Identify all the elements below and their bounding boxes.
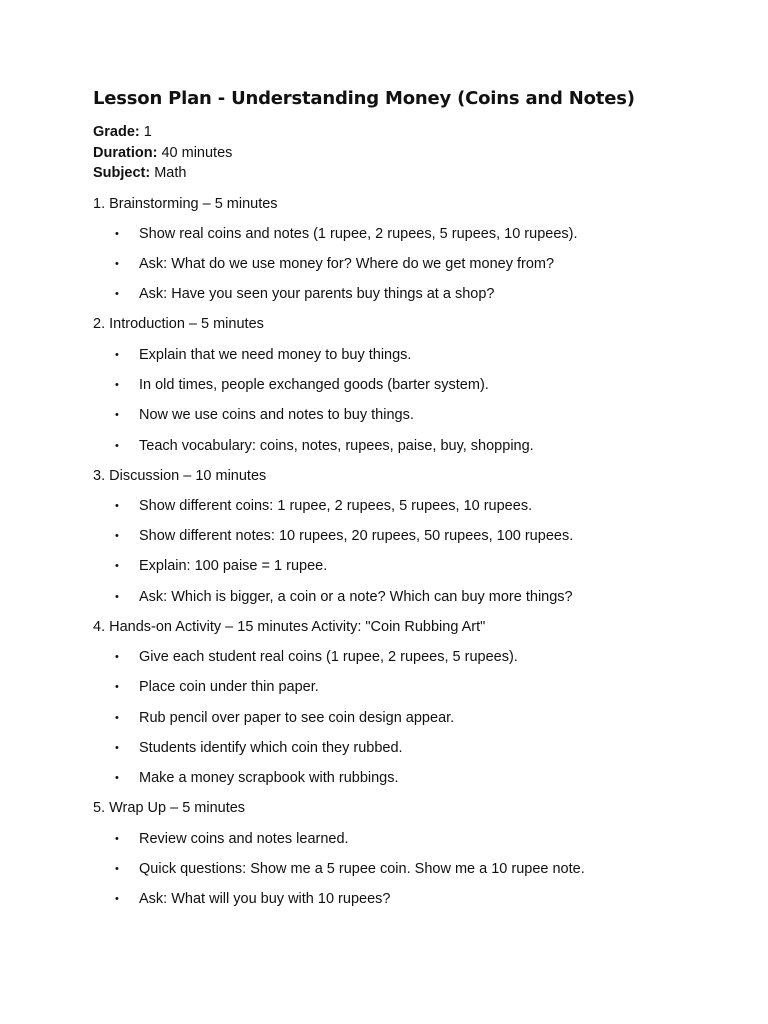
list-item: [93, 647, 733, 667]
bullet-list: [93, 496, 733, 607]
list-item-text: Review coins and notes learned.: [139, 830, 349, 847]
list-item: [93, 738, 733, 758]
list-item-text: Place coin under thin paper.: [139, 679, 319, 696]
list-item: [93, 859, 733, 879]
list-item-text: Ask: Which is bigger, a coin or a note? Which can buy more things?: [139, 588, 573, 605]
bullet-icon: •: [115, 651, 119, 664]
bullet-icon: •: [115, 862, 119, 875]
list-item: [93, 496, 733, 516]
list-item-text: In old times, people exchanged goods (barter system).: [139, 376, 489, 393]
bullet-list: [93, 829, 733, 910]
bullet-icon: •: [115, 711, 119, 724]
bullet-icon: •: [115, 741, 119, 754]
bullet-icon: •: [115, 681, 119, 694]
bullet-icon: •: [115, 288, 119, 301]
list-item: [93, 829, 733, 849]
list-item: [93, 254, 733, 274]
section-heading: 1. Brainstorming – 5 minutes: [93, 195, 278, 212]
lesson-meta: [93, 122, 733, 184]
list-item-text: Ask: Have you seen your parents buy things at a shop?: [139, 286, 495, 303]
section-heading: 2. Introduction – 5 minutes: [93, 316, 264, 333]
list-item: [93, 405, 733, 425]
meta-subject-label: Subject:: [93, 165, 151, 181]
list-item-text: Ask: What will you buy with 10 rupees?: [139, 891, 391, 908]
bullet-icon: •: [115, 378, 119, 391]
meta-duration: [93, 143, 733, 164]
list-item-text: Explain: 100 paise = 1 rupee.: [139, 558, 328, 575]
list-item-text: Give each student real coins (1 rupee, 2 rupees, 5 rupees).: [139, 649, 518, 666]
list-item-text: Now we use coins and notes to buy things.: [139, 407, 414, 424]
list-item: [93, 708, 733, 728]
list-item: [93, 375, 733, 395]
list-item: [93, 677, 733, 697]
bullet-icon: •: [115, 499, 119, 512]
lesson-sections: [93, 194, 733, 910]
bullet-icon: •: [115, 227, 119, 240]
list-item: [93, 526, 733, 546]
section-heading: 4. Hands-on Activity – 15 minutes Activity: "Coin Rubbing Art": [93, 618, 486, 635]
section-heading: 3. Discussion – 10 minutes: [93, 467, 267, 484]
section-heading: 5. Wrap Up – 5 minutes: [93, 800, 246, 817]
meta-subject: [93, 163, 733, 184]
meta-grade-label: Grade:: [93, 124, 140, 140]
bullet-icon: •: [115, 590, 119, 603]
meta-grade-value: 1: [139, 124, 152, 140]
meta-duration-value: 40 minutes: [157, 144, 233, 161]
meta-grade: [93, 122, 733, 143]
list-item-text: Ask: What do we use money for? Where do we get money from?: [139, 256, 555, 273]
list-item: [93, 284, 733, 304]
bullet-icon: •: [115, 258, 119, 271]
list-item-text: Make a money scrapbook with rubbings.: [139, 770, 399, 787]
bullet-icon: •: [115, 893, 119, 906]
bullet-list: [93, 647, 733, 788]
lesson-section: [93, 194, 733, 305]
bullet-icon: •: [115, 832, 119, 845]
list-item-text: Show different coins: 1 rupee, 2 rupees, 5 rupees, 10 rupees.: [139, 497, 533, 514]
list-item-text: Teach vocabulary: coins, notes, rupees, paise, buy, shopping.: [139, 437, 534, 454]
bullet-icon: •: [115, 409, 119, 422]
list-item: [93, 587, 733, 607]
lesson-section: [93, 617, 733, 788]
list-item: [93, 224, 733, 244]
bullet-icon: •: [115, 530, 119, 543]
list-item-text: Quick questions: Show me a 5 rupee coin. Show me a 10 rupee note.: [139, 860, 585, 877]
list-item: [93, 345, 733, 365]
lesson-section: [93, 466, 733, 607]
bullet-icon: •: [115, 439, 119, 452]
meta-subject-value: Math: [150, 165, 187, 181]
page-title: Lesson Plan - Understanding Money (Coins and Notes): [93, 88, 635, 109]
document-page: [93, 86, 733, 909]
bullet-list: [93, 224, 733, 305]
bullet-icon: •: [115, 772, 119, 785]
list-item-text: Explain that we need money to buy things.: [139, 346, 412, 363]
list-item: [93, 556, 733, 576]
list-item: [93, 768, 733, 788]
list-item-text: Students identify which coin they rubbed.: [139, 739, 403, 756]
meta-duration-label: Duration:: [93, 144, 158, 161]
list-item-text: Show different notes: 10 rupees, 20 rupees, 50 rupees, 100 rupees.: [139, 528, 574, 545]
bullet-icon: •: [115, 560, 119, 573]
bullet-icon: •: [115, 348, 119, 361]
lesson-section: [93, 314, 733, 455]
list-item: [93, 889, 733, 909]
lesson-section: [93, 798, 733, 909]
list-item-text: Rub pencil over paper to see coin design appear.: [139, 709, 455, 726]
bullet-list: [93, 345, 733, 456]
list-item: [93, 436, 733, 456]
list-item-text: Show real coins and notes (1 rupee, 2 rupees, 5 rupees, 10 rupees).: [139, 225, 578, 242]
